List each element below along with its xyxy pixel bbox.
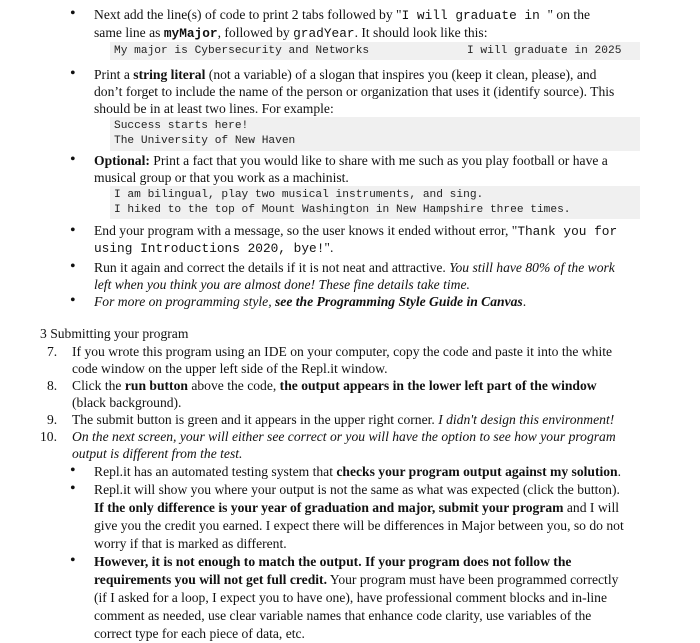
n10-line2: output is different from the test. (72, 446, 243, 461)
b5-line1: Run it again and correct the details if it is not neat and attractive. You still have 80% of the work (94, 260, 615, 275)
list-number: 7. (47, 344, 58, 359)
n10-line1: On the next screen, your will either see correct or you will have the option to see how your program (72, 429, 616, 444)
code-line: The University of New Haven (114, 135, 296, 147)
code-line: I hiked to the top of Mount Washington in New Hampshire three times. (114, 204, 571, 216)
s2-line2: If the only difference is your year of graduation and major, submit your program and I will (94, 500, 619, 515)
code-example-box (110, 42, 640, 60)
bullet-dot: • (70, 222, 76, 239)
code-line: I will graduate in 2025 (467, 45, 622, 57)
b2-line3: should be in at least two lines. For example: (94, 101, 334, 116)
bullet-dot: • (70, 151, 76, 168)
b6-line: For more on programming style, see the Programming Style Guide in Canvas. (94, 294, 527, 309)
b1-line1: Next add the line(s) of code to print 2 tabs followed by "I will graduate in " on the (94, 7, 591, 23)
inline-code: gradYear (293, 26, 355, 41)
s2-line3: give you the credit you earned. I expect there will be differences in Major between you, so do not (94, 518, 624, 533)
b1-line2: same line as myMajor, followed by gradYear. It should look like this: (94, 25, 488, 41)
s3-line4: comment as needed, use clear variable names that enhance code clarity, use variables of the (94, 608, 592, 623)
code-line: Success starts here! (114, 120, 249, 132)
s2-line4: worry if that is marked as different. (94, 536, 287, 551)
bullet-dot: • (70, 462, 76, 479)
b2-line2: don’t forget to include the name of the person or organization that uses it (identify source). This (94, 84, 615, 99)
inline-code: I will graduate in (401, 8, 548, 23)
bullet-dot: • (70, 292, 76, 309)
bullet-dot: • (70, 480, 76, 497)
s3-line5: correct type for each piece of data, etc. (94, 626, 305, 641)
b2-line1: Print a string literal (not a variable) of a slogan that inspires you (keep it clean, please), and (94, 67, 597, 82)
b5-line2: left when you think you are almost done! These fine details take time. (94, 277, 470, 292)
bullet-dot: • (70, 65, 76, 82)
b4-line2: using Introductions 2020, bye!". (94, 240, 334, 256)
list-number: 10. (40, 429, 57, 444)
s3-line3: (if I asked for a loop, I expect you to have one), have professional comment blocks and in-line (94, 590, 607, 605)
n7-line2: code window on the upper left side of the Repl.it window. (72, 361, 388, 376)
s2-line1: Repl.it will show you where your output is not the same as what was expected (click the button). (94, 482, 620, 497)
inline-code: myMajor (163, 26, 218, 41)
n9-line1: The submit button is green and it appears in the upper right corner. I didn't design this environment! (72, 412, 615, 427)
list-number: 9. (47, 412, 58, 427)
s1-line: Repl.it has an automated testing system that checks your program output against my solution. (94, 464, 622, 479)
b3-line1: Optional: Print a fact that you would like to share with me such as you play football or have a (94, 153, 608, 168)
list-number: 8. (47, 378, 58, 393)
bullet-dot: • (70, 552, 76, 569)
s3-line2: requirements you will not get full credit. Your program must have been programmed correctly (94, 572, 619, 587)
bullet-dot: • (70, 258, 76, 275)
b4-line1: End your program with a message, so the user knows it ended without error, "Thank you for (94, 223, 618, 239)
s3-line1: However, it is not enough to match the output. If your program does not follow the (94, 554, 572, 569)
code-example-box (110, 117, 640, 151)
b3-line2: musical group or that you work as a machinist. (94, 170, 349, 185)
inline-code: Thank you for (517, 224, 618, 239)
inline-code: using Introductions 2020, bye! (94, 241, 325, 256)
n7-line1: If you wrote this program using an IDE on your computer, copy the code and paste it into the white (72, 344, 613, 359)
code-line: I am bilingual, play two musical instruments, and sing. (114, 189, 484, 201)
code-line: My major is Cybersecurity and Networks (114, 45, 370, 57)
bullet-dot: • (70, 5, 76, 22)
n8-line1: Click the run button above the code, the output appears in the lower left part of the window (72, 378, 597, 393)
section-heading: 3 Submitting your program (40, 326, 189, 341)
code-example-box (110, 186, 640, 219)
n8-line2: (black background). (72, 395, 182, 410)
